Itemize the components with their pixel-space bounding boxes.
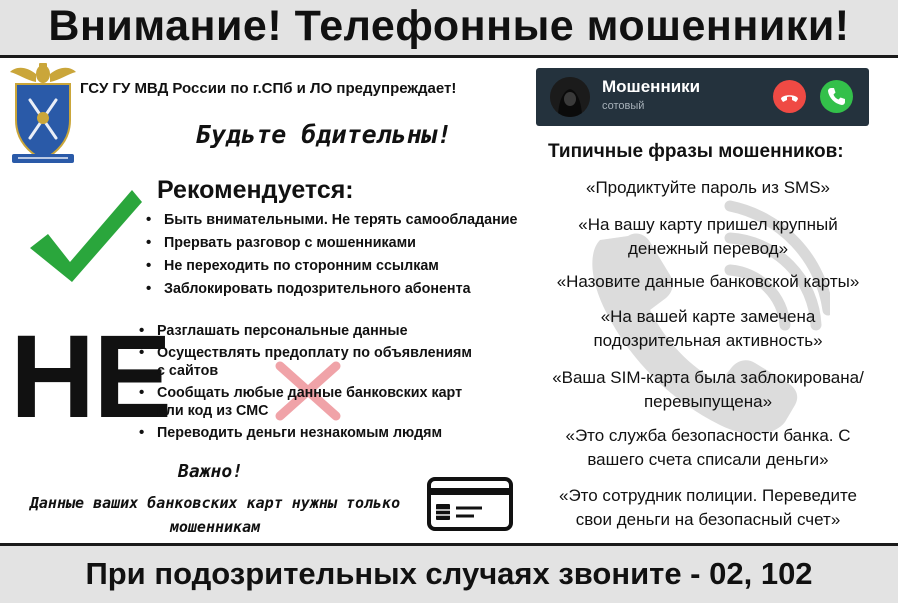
accept-call-button[interactable]	[820, 80, 853, 113]
recommended-list	[142, 211, 517, 303]
not-recommended-list	[135, 322, 472, 446]
list-item: • Разглашать персональные данные	[135, 322, 472, 340]
vigilance-slogan: Будьте бдительны!	[196, 120, 452, 149]
phrases-title: Типичные фразы мошенников:	[548, 141, 844, 162]
green-check-icon	[26, 186, 144, 286]
list-item: • Быть внимательными. Не терять самообладание	[142, 211, 517, 229]
footer-hotline: При подозрительных случаях звоните - 02, 102	[85, 556, 813, 591]
header-banner	[0, 0, 898, 58]
list-item: • Заблокировать подозрительного абонента	[142, 280, 517, 298]
police-emblem-icon	[8, 60, 78, 166]
accept-call-icon	[820, 80, 853, 113]
footer-banner	[0, 543, 898, 603]
list-item: • Прервать разговор с мошенниками	[142, 234, 517, 252]
hooded-person-icon	[550, 77, 590, 117]
decline-call-icon	[773, 80, 806, 113]
recommended-title: Рекомендуется:	[157, 176, 354, 204]
incoming-call-screen	[536, 68, 869, 126]
phrase-item: «На вашей карте замечена подозрительная активность»	[593, 307, 823, 350]
headline: Внимание! Телефонные мошенники!	[48, 2, 850, 50]
list-item: • Не переходить по сторонним ссылкам	[142, 257, 517, 275]
phrase-item: «Продиктуйте пароль из SMS»	[585, 178, 830, 197]
list-item: • Осуществлять предоплату по объявлениям с сайтов	[135, 344, 472, 380]
phrase-item: «На вашу карту пришел крупный денежный перевод»	[578, 215, 838, 258]
phrase-item: «Назовите данные банковской карты»	[556, 272, 860, 291]
phrase-item: «Это сотрудник полиции. Переведите свои деньги на безопасный счет»	[558, 486, 857, 529]
list-item: • Переводить деньги незнакомым людям	[135, 424, 472, 442]
bank-card-icon	[426, 476, 514, 532]
phrase-item: «Это служба безопасности банка. С вашего счета списали деньги»	[565, 426, 851, 469]
important-note: Данные ваших банковских карт нужны только мошенникам	[29, 494, 401, 536]
phrase-item: «Ваша SIM-карта была заблокирована/ перевыпущена»	[552, 368, 864, 411]
agency-line: ГСУ ГУ МВД России по г.СПб и ЛО предупреждает!	[80, 80, 457, 97]
decline-call-button[interactable]	[773, 80, 806, 113]
caller-type: сотовый	[602, 100, 645, 112]
caller-name: Мошенники	[602, 77, 701, 96]
caller-avatar	[550, 77, 590, 117]
important-title: Важно!	[178, 461, 244, 482]
not-label: НЕ	[10, 311, 170, 443]
list-item: • Сообщать любые данные банковских карт или код из СМС	[135, 384, 472, 420]
